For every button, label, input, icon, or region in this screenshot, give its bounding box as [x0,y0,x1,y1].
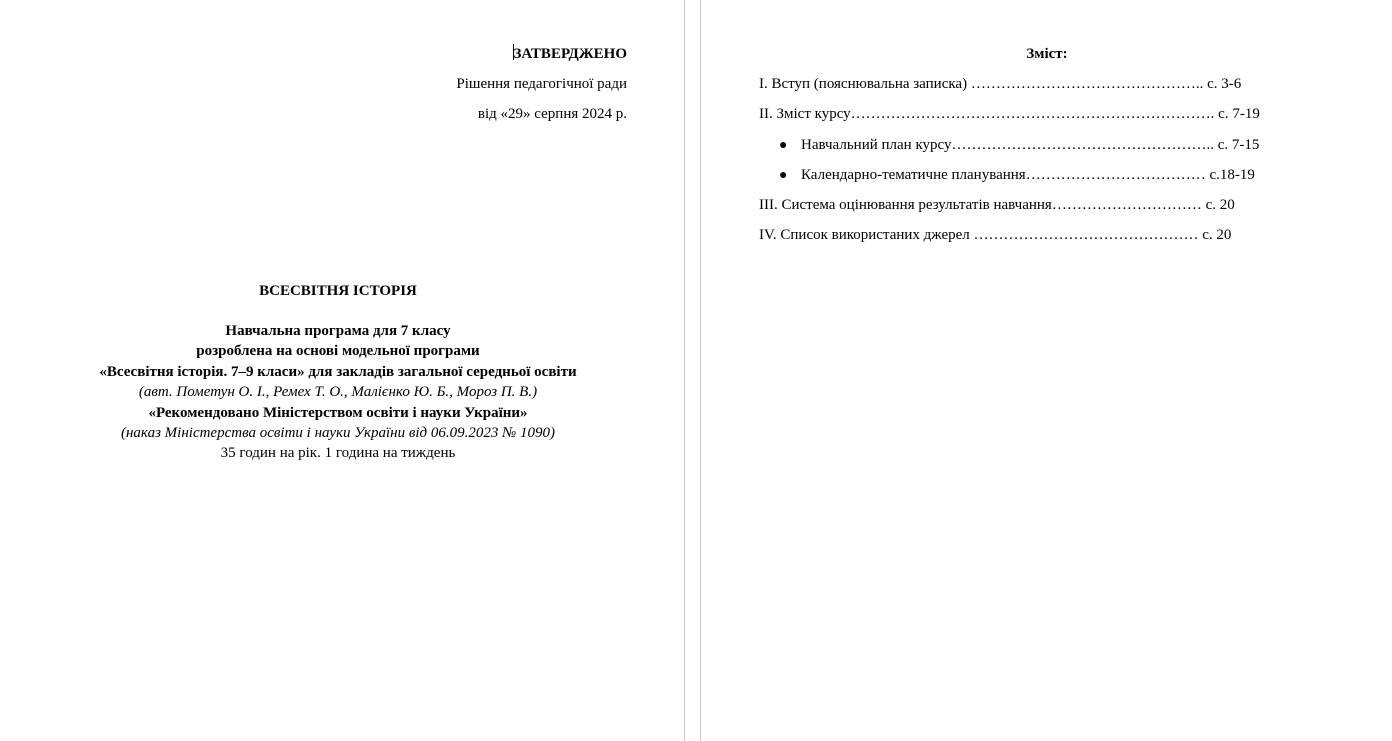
program-line-1: Навчальна програма для 7 класу [225,323,451,339]
toc-subentry[interactable] [759,165,1319,195]
program-line-2: розроблена на основі модельної програми [196,343,480,360]
toc-entry-text: II. Зміст курсу………………………………………………………………. с. 7-19 [759,106,1260,123]
approval-decision: Рішення педагогічної ради [456,76,627,92]
program-hours: 35 годин на рік. 1 година на тиждень [220,445,456,462]
page-divider [684,0,685,741]
toc-subentry[interactable] [759,135,1319,165]
approval-title[interactable] [456,44,627,74]
program-title-block [0,281,676,464]
program-order: (наказ Міністерства освіти і науки України від 06.09.2023 № 1090) [120,425,555,442]
approval-block [456,44,627,134]
program-line-3: «Всесвітня історія. 7–9 класи» для закладів загальної середньої освіти [99,363,577,380]
toc-entry[interactable] [759,225,1319,255]
toc-entry-text: Календарно-тематичне планування……………………………… с.18-19 [801,166,1255,183]
program-authors: (авт. Пометун О. І., Ремех Т. О., Малієнко Ю. Б., Мороз П. В.) [138,384,538,401]
toc-entry-text: IV. Список використаних джерел ……………………………………… с. 20 [759,227,1232,244]
bullet-icon: ● [779,137,788,153]
toc-entry-text: Навчальний план курсу…………………………………………….. с. 7-15 [801,136,1260,153]
page-1[interactable] [0,0,684,741]
approval-title-text: ЗАТВЕРДЖЕНО [513,46,627,62]
table-of-contents [759,44,1319,256]
toc-entry[interactable] [759,195,1319,225]
toc-entry-text: III. Система оцінювання результатів навчання………………………… с. 20 [759,197,1235,214]
approval-date: від «29» серпня 2024 р. [477,106,627,122]
bullet-icon: ● [779,167,788,183]
toc-entry[interactable] [759,74,1319,104]
toc-entry-text: I. Вступ (пояснювальна записка) ……………………………………….. с. 3-6 [759,76,1242,92]
toc-heading: Зміст: [1026,46,1068,62]
toc-entry[interactable] [759,104,1319,134]
page-2[interactable] [701,0,1392,741]
program-recommended: «Рекомендовано Міністерством освіти і науки України» [148,404,528,421]
program-title: ВСЕСВІТНЯ ІСТОРІЯ [259,283,417,299]
